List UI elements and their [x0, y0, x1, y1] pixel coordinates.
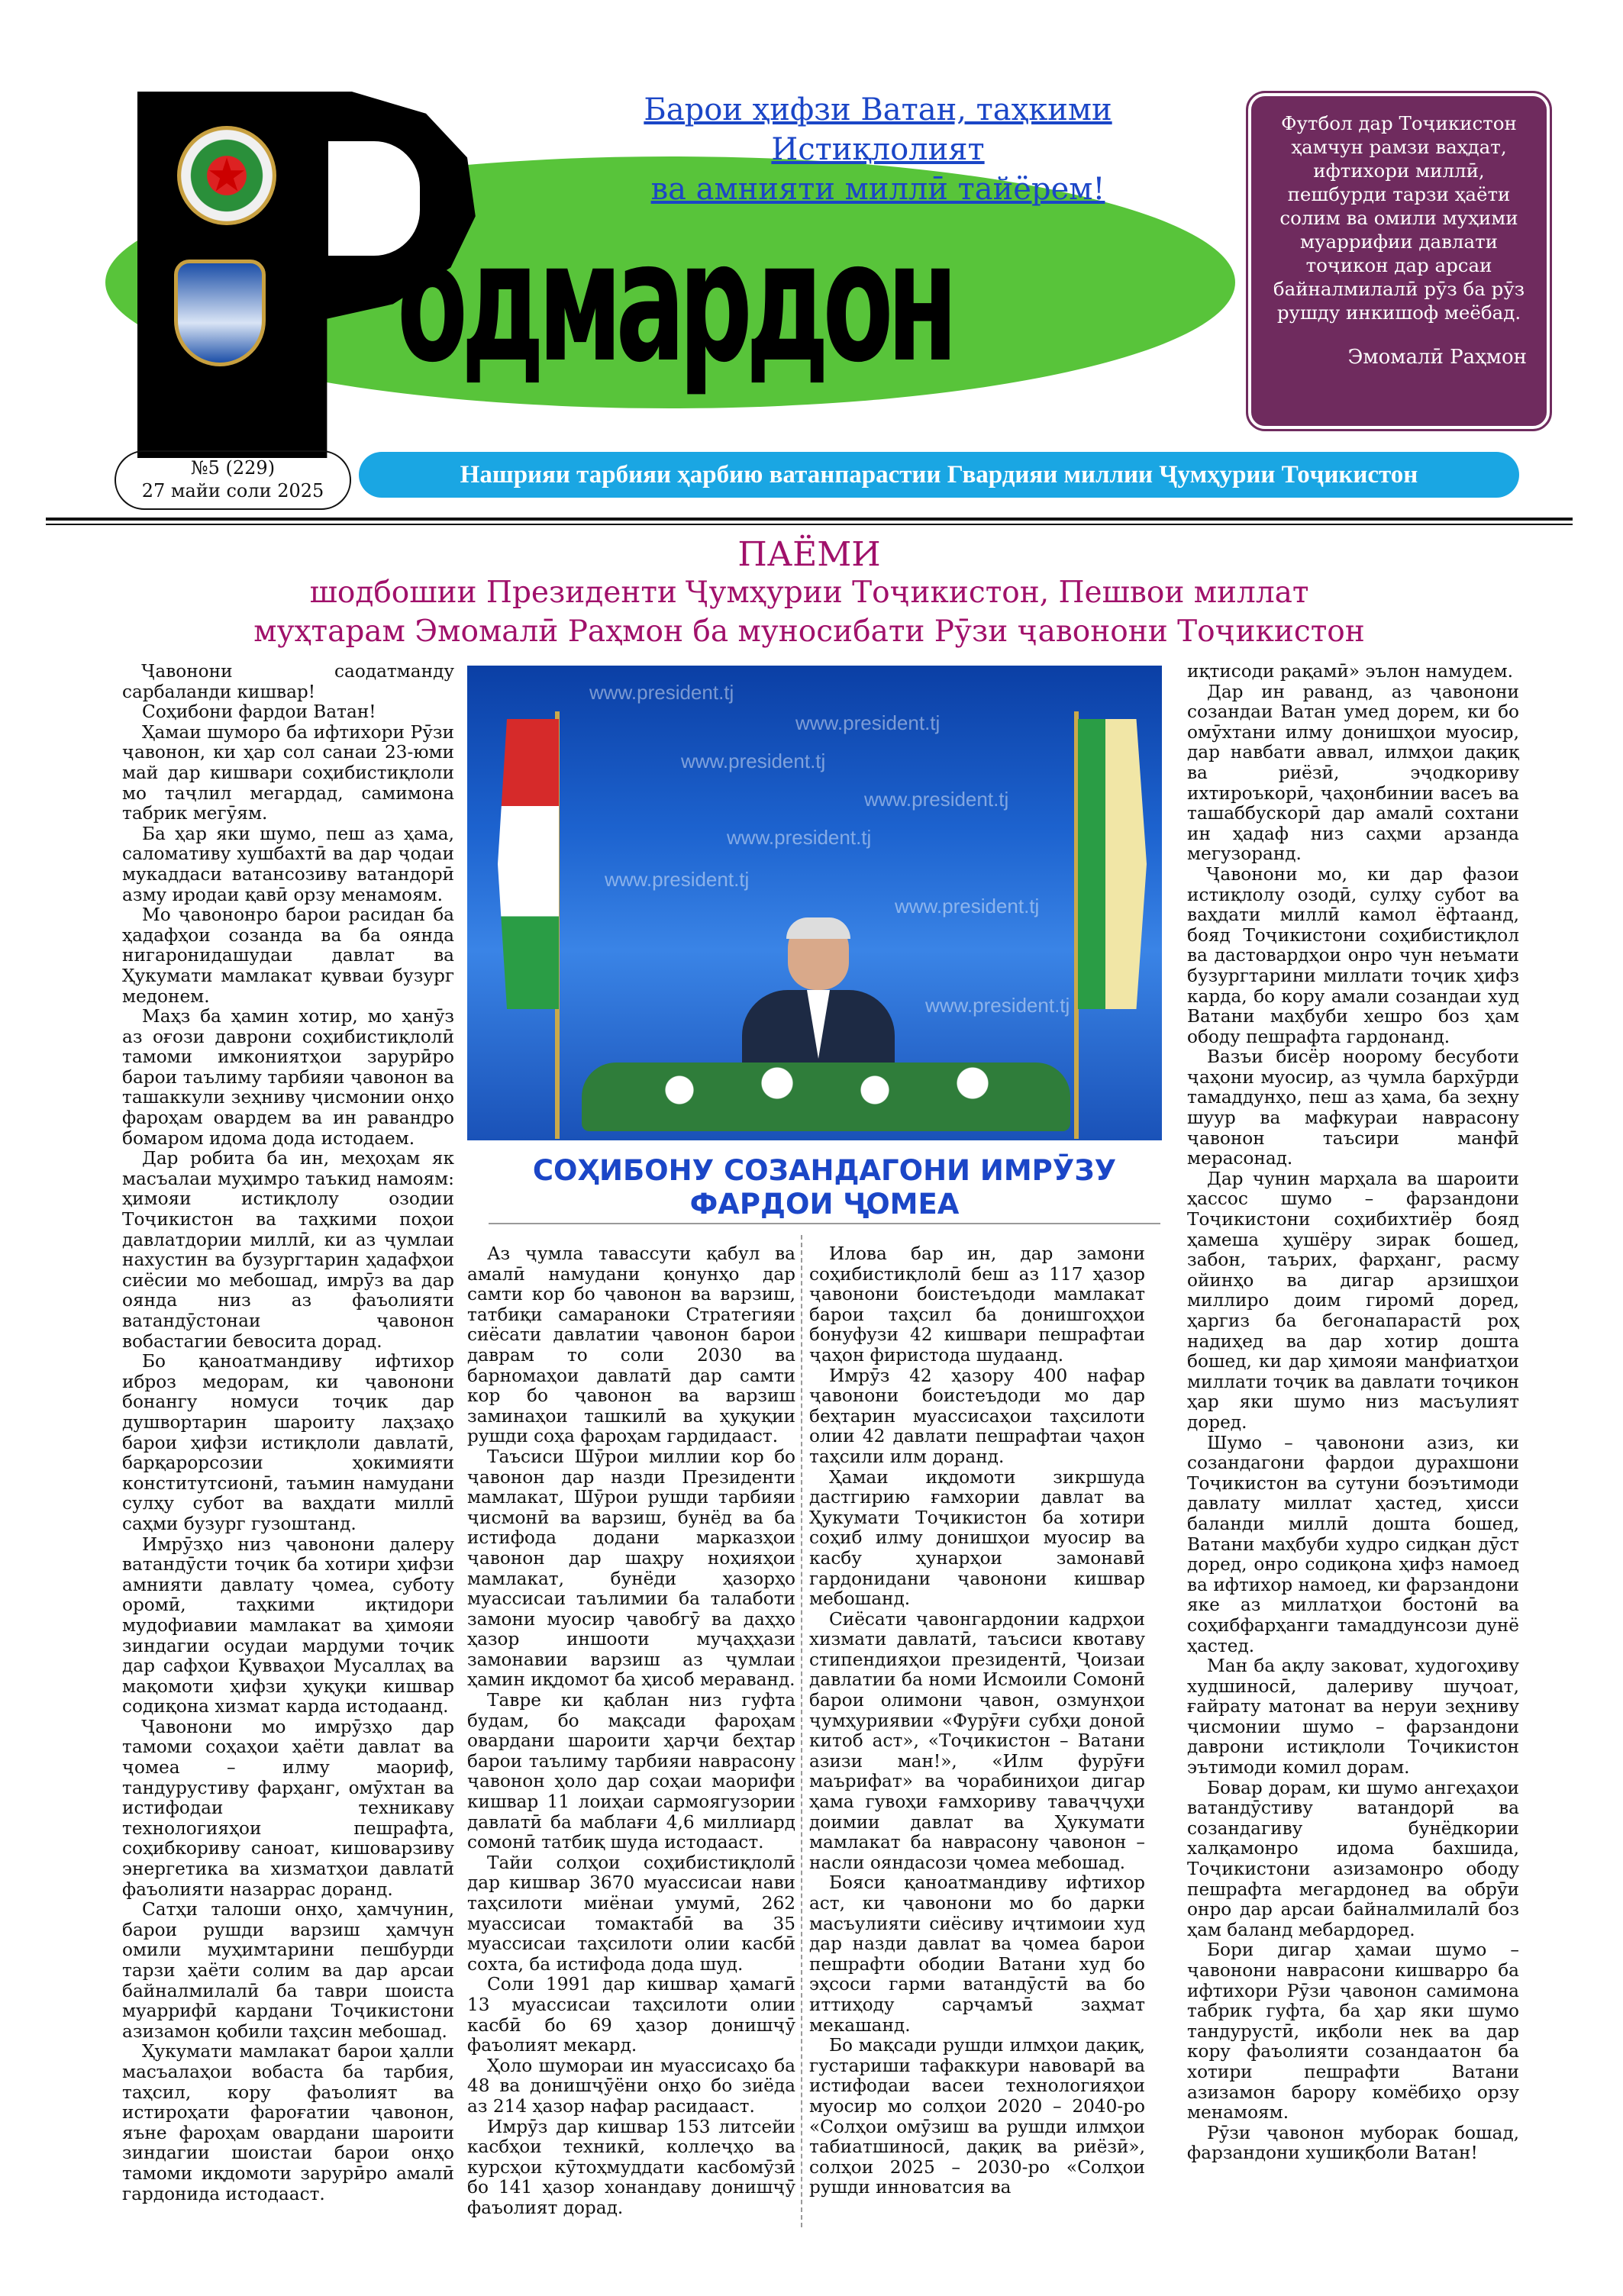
photo-watermark: www.president.tj — [589, 681, 734, 704]
article-column-3 — [809, 1244, 1145, 2229]
presidential-standard-icon — [1078, 719, 1147, 1009]
logo-wordmark: одмардон — [397, 206, 952, 399]
headline-title: ПАЁМИ — [737, 535, 881, 574]
paragraph: Тавре ки қаблан низ гуфта будам, бо мақсади фароҳам овардани шароити ҳарҷи беҳтар барои таълиму тарбияи наврасону ҷавонон ҳоло дар соҳаи маорифи кишвар 11 лоиҳаи сармоягузории давлатӣ ба маблағи 4,6 миллиард сомонӣ татбиқ шуда истодааст. — [467, 1690, 795, 1853]
paragraph: Шумо – ҷавонони азиз, ки созандагони фардои дурахшони Тоҷикистон ва сутуни боэътимоди давлату миллат ҳастед, ҳисси баланди миллӣ дошта бошед, Ватани маҳбуби худро сидқан дӯст доред, онро содиқона ҳифз намоед ва ифтихор намоед, ки фарзандони яке аз миллатҳои бостонӣ ва соҳибфарҳанги тамаддунсози дунё ҳастед. — [1187, 1432, 1519, 1656]
paragraph: Соҳибони фардои Ватан! — [142, 701, 376, 723]
paragraph: Ба ҳар яки шумо, пеш аз ҳама, саломативу хушбахтӣ ва дар ҷодаи мукаддаси ватансозиву ватандорӣ азму иродаи қавӣ орзу менамоям. — [122, 823, 454, 905]
paragraph: Ҳамаи иқдомоти зикршуда дастгирию ғамхории давлат ва Ҳукумати Тоҷикистон ба хотири соҳиб илму донишҳои муосир ва касбу ҳунарҳои замонавӣ гардонидани ҷавонони кишвар мебошанд. — [809, 1466, 1145, 1610]
president-quote-box — [1248, 93, 1550, 429]
motto-line-2: ва амнияти миллӣ тайёрем! — [650, 172, 1105, 207]
article-column-2 — [467, 1244, 795, 2229]
subheading-rule — [489, 1223, 1160, 1224]
photo-watermark: www.president.tj — [605, 868, 750, 891]
paragraph: Ман ба ақлу заковат, худогоҳиву худшиносӣ, далериву шуҷоат, ғайрату матонат ва неруи зеҳниву ҷисмонии шумо – фарзандони даврони истиқлоли Тоҷикистон эътимоди комил дорам. — [1187, 1656, 1519, 1778]
paragraph: Дар чунин марҳала ва шароити ҳассос шумо – фарзандони Тоҷикистони соҳибихтиёр бояд ҳамеша ҳушёру зирак бошед, забон, таърих, фарҳанг, расму ойинҳо ва дигар арзишҳои миллиро доим гиромӣ доред, ҳаргиз ба бегонапарастӣ роҳ надиҳед ва дар хотир дошта бошед, ки дар ҳимояи манфиатҳои миллати тоҷик ва давлати тоҷикон ҳар яки шумо низ масъулият доред. — [1187, 1168, 1519, 1433]
headline-line-3: муҳтарам Эмомалӣ Раҳмон ба муносибати Рӯзи ҷавонони Тоҷикистон — [253, 614, 1365, 649]
header-rule-thin — [46, 524, 1573, 525]
photo-watermark: www.president.tj — [925, 994, 1070, 1017]
paragraph: Бовар дорам, ки шумо ангеҳаҳои ватандӯстиву ватандорӣ ва созандагиву бунёдкории халқамонро идома бахшида, Тоҷикистони азизамонро ободу пешрафта мегардонед ва обрӯи онро дар арсаи байналмилалӣ боз ҳам баланд мебардоред. — [1187, 1777, 1519, 1940]
paragraph: Таъсиси Шӯрои миллии кор бо ҷавонон дар назди Президенти мамлакат, Шӯрои рушди тарбияи ҷисмонӣ ва варзиш, бунёд ва ба истифода додани марказҳои ҷавонон дар шаҳру ноҳияҳои мамлакат, бунёди ҳазорҳо муассисаи таълимии ба талаботи замони муосир ҷавобгӯ ва даҳҳо ҳазор иншооти муҷаҳҳази замонавии варзиш аз ҷумлаи ҳамин иқдомот ба ҳисоб мераванд. — [467, 1446, 795, 1691]
paragraph: Вазъи бисёр ноорому бесуботи ҷаҳони муосир, аз ҷумла бархӯрди тамаддунҳо, пеш аз ҳама, ба зеҳну шуур ва мафкураи наврасону ҷавонон таъсири манфӣ мерасонад. — [1187, 1046, 1519, 1169]
publication-banner: Нашрияи тарбияи ҳарбию ватанпарастии Гвардияи миллии Ҷумҳурии Тоҷикистон — [359, 452, 1519, 498]
paragraph: Сатҳи талоши онҳо, ҳамчунин, барои рушди варзиш ҳамчун омили муҳимтарини пешбурди тарзи ҳаёти солим ва дар арсаи байналмилалӣ ба таври шоиста муаррифӣ кардани Тоҷикистони азизамон қобили таҳсин мебошад. — [122, 1899, 454, 2042]
paragraph: Аз ҷумла тавассути қабул ва амалӣ намудани қонунҳо дар самти кор бо ҷавонон ва варзиш, татбиқи самараноки Стратегияи сиёсати давлатии ҷавонон барои даврам то соли 2030 ва барномаҳои давлатӣ дар самти кор бо ҷавонон ва варзиш заминаҳои ташкилӣ ва ҳуқуқии рушди соҳа фароҳам гардидааст. — [467, 1244, 795, 1447]
motto-line-1: Барои ҳифзи Ватан, таҳкими Истиқлолият — [644, 92, 1112, 167]
flower-arrangement — [582, 1063, 1070, 1131]
section-subheading — [489, 1154, 1160, 1221]
paragraph: Имрӯз дар кишвар 153 литсейи касбҳои техникӣ, коллеҷҳо ва курсҳои кӯтоҳмуддати касбомӯзӣ бо 141 ҳазор хонандаву донишҷӯ фаъолият дорад. — [467, 2116, 795, 2218]
headline-line-2: шодбошии Президенти Ҷумҳурии Тоҷикистон, Пешвои миллат — [309, 576, 1309, 610]
paragraph: Ҳамаи шуморо ба ифтихори Рӯзи ҷавонон, ки ҳар сол санаи 23-юми май дар кишвари соҳибистиқлоли мо таҷлил мегардад, самимона табрик мегӯям. — [122, 721, 454, 824]
quote-author: Эмомалӣ Раҳмон — [1347, 346, 1527, 369]
paragraph: Маҳз ба ҳамин хотир, мо ҳанӯз аз оғози даврони соҳибистиқлолӣ тамоми имкониятҳои зарурӣро барои таълиму тарбияи ҷавонон ва ташаккули зеҳниву ҷисмонии онҳо фароҳам овардем ва ин равандро бомаром идома дода истодаем. — [122, 1006, 454, 1149]
paragraph: Ҷавонони саодатманду сарбаланди кишвар! — [122, 662, 454, 702]
paragraph: Бояси қаноатмандиву ифтихор аст, ки ҷавонони мо бо дарки масъулияти сиёсиву иҷтимоии худ дар назди давлат ва ҷомеа барои пешрафти ободии Ватани худ бо эҳсоси гарми ватандӯстӣ ва бо иттиҳоду сарҷамъӣ заҳмат мекашанд. — [809, 1872, 1145, 2036]
quote-text: Футбол дар Тоҷикистон ҳамчун рамзи ваҳдат, ифтихори миллӣ, пешбурди тарзи ҳаёти солим ва омили муҳими муаррифии давлати тоҷикон дар арсаи байналмилалӣ рӯз ба рӯз рушду инкишоф меёбад. — [1273, 112, 1525, 324]
issue-badge — [115, 450, 351, 510]
president-photo — [467, 666, 1162, 1140]
paragraph: Ҳукумати мамлакат барои ҳалли масъалаҳои вобаста ба тарбия, таҳсил, кору фаъолият ва истироҳати фароғатии ҷавонон, яъне фароҳам овардани шароити зиндагии шоистаи барои онҳо тамоми иқдомоти зарурӣро амалӣ гардонида истодааст. — [122, 2041, 454, 2204]
paragraph: Ҳоло шумораи ин муассисаҳо ба 48 ва донишҷӯёни онҳо бо зиёда аз 214 ҳазор нафар расидааст. — [467, 2055, 795, 2117]
photo-watermark: www.president.tj — [864, 788, 1009, 811]
article-column-4 — [1187, 662, 1519, 2227]
photo-watermark: www.president.tj — [795, 711, 941, 734]
paragraph: Мо ҷавононро барои расидан ба ҳадафҳои созанда ва ба оянда нигаронидашудаи давлат ва Ҳукумати мамлакат қувваи бузург медонем. — [122, 905, 454, 1007]
paragraph: Соли 1991 дар кишвар ҳамагӣ 13 муассисаи таҳсилоти олии касбӣ бо 69 ҳазор донишҷӯ фаъолият мекард. — [467, 1974, 795, 2056]
issue-number: №5 (229) — [190, 457, 276, 479]
header-rule — [46, 518, 1573, 521]
paragraph: Ҷавонони мо имрӯзҳо дар тамоми соҳаҳои ҳаёти давлат ва ҷомеа – илму маориф, тандурустиву фарҳанг, омӯхтан ва истифодаи техникаву технологияҳои пешрафта, соҳибкориву саноат, кишоварзиву энергетика ва хизматҳои давлатӣ фаъолияти назаррас доранд. — [122, 1716, 454, 1900]
subheading-line-2: ФАРДОИ ҶОМЕА — [689, 1188, 960, 1221]
paragraph: Дар робита ба ин, меҳоҳам як масъалаи муҳимро таъкид намоям: ҳимояи истиқлолу озодии Тоҷикистон ва таҳкими поҳои давлатдории миллӣ, ки аз ҷумлаи нахустин ва бузургтарин ҳадафҳои сиёсии мо мебошад, имрӯз ва дар оянда низ аз фаъолияти ватандӯстонаи ҷавонон вобастагии бевосита дорад. — [122, 1148, 454, 1352]
motto — [534, 90, 1221, 209]
paragraph: Бо мақсади рушди илмҳои дақиқ, густариши тафаккури навоварӣ ва истифодаи васеи технологияҳои муосир мо солҳои 2020 – 2040-ро «Солҳои омӯзиш ва рушди илмҳои табиатшиносӣ, дақиқ ва риёзӣ», солҳои 2025 – 2030-ро «Солҳои рушди инноватсия ва — [809, 2035, 1145, 2198]
paragraph: Дар ин раванд, аз ҷавонони созандаи Ватан умед дорем, ки бо омӯхтани илму донишҳои муосир, дар навбати аввал, илмҳои дақиқ ва риёзӣ, эҷодкориву ихтироъкорӣ, ҷаҳонбинии васеъ ва ташаббускорӣ дар амалӣ сохтани ин ҳадаф низ саҳми арзанда мегузоранд. — [1187, 681, 1519, 865]
tajik-flag-icon — [498, 719, 559, 1009]
column-separator — [801, 1235, 802, 2227]
paragraph: Рӯзи ҷавонон муборак бошад, фарзандони хушиқболи Ватан! — [1187, 2122, 1519, 2164]
photo-watermark: www.president.tj — [895, 895, 1040, 917]
photo-watermark: www.president.tj — [681, 750, 826, 772]
issue-date: 27 майи соли 2025 — [141, 480, 324, 501]
paragraph: Бо қаноатмандиву ифтихор иброз медорам, ки ҷавонони бонангу номуси тоҷик дар душвортарин шароиту лаҳзаҳо барои ҳифзи истиқлоли давлатӣ, барқарорсозии ҳокимияти конститутсионӣ, таъмин намудани сулҳу субот ва ваҳдати миллӣ саҳми бузург гузоштанд. — [122, 1351, 454, 1534]
shield-emblem-icon — [174, 260, 266, 366]
paragraph: Ҷавонони мо, ки дар фазои истиқлолу озодӣ, сулҳу субот ва ваҳдати миллӣ камол ёфтаанд, бояд Тоҷикистони соҳибистиқлол ва дастовардҳои онро чун неъмати бузургтарини миллати тоҷик ҳифз карда, бо кору амали созандаи худ Ватани маҳбуби хешро боз ҳам ободу пешрафта гардонанд. — [1187, 863, 1519, 1047]
national-guard-emblem-icon: ★ — [177, 126, 276, 225]
paragraph: Бори дигар ҳамаи шумо – ҷавонони наврасони кишварро ба ифтихори Рӯзи ҷавонон самимона табрик гуфта, ба ҳар яки шумо тандурустӣ, иқболи нек ва дар кору фаъолияти созандаатон ба хотири пешрафти Ватани азизамон барору комёбиҳо орзу менамоям. — [1187, 1940, 1519, 2123]
paragraph: иқтисоди рақамӣ» эълон намудем. — [1187, 662, 1514, 682]
paragraph: Имрӯз 42 ҳазору 400 нафар ҷавонони боистеъдоди мо дар беҳтарин муассисаҳои таҳсилоти олии 42 давлати пешрафтаи ҷаҳон таҳсили илм доранд. — [809, 1365, 1145, 1467]
paragraph: Тайи солҳои соҳибистиқлолӣ дар кишвар 3670 муассисаи нави таҳсилоти миёнаи умумӣ, 262 муассисаи томактабӣ ва 35 муассисаи таҳсилоти олии касбӣ сохта, ба истифода дода шуд. — [467, 1852, 795, 1975]
subheading-line-1: СОҲИБОНУ СОЗАНДАГОНИ ИМРӮЗУ — [532, 1154, 1117, 1187]
photo-watermark: www.president.tj — [727, 826, 872, 849]
article-column-1 — [122, 662, 454, 2227]
paragraph: Имрӯзҳо низ ҷавонони далеру ватандӯсти тоҷик ба хотири ҳифзи амнияти давлату ҷомеа, суботу оромӣ, таҳкими иқтидори мудофиавии мамлакат ва ҳимояи зиндагии осудаи мардуми тоҷик дар сафҳои Қувваҳои Мусаллаҳ ва мақомоти ҳифзи ҳуқуқи кишвар содиқона хизмат карда истодаанд. — [122, 1533, 454, 1717]
paragraph: Сиёсати ҷавонгардонии кадрҳои хизмати давлатӣ, таъсиси квотаву стипендияҳои президентӣ, Ҷоизаи давлатии ба номи Исмоили Сомонӣ барои олимони ҷавон, озмунҳои ҷумҳуриявии «Фурӯғи субҳи доноӣ китоб аст», «Тоҷикистон – Ватани азизи ман!», «Илм фурӯғи маърифат» ва чорабиниҳои дигар ҳама гувоҳи ғамхориву таваҷҷуҳи доимии давлат ва Ҳукумати мамлакат ба наврасону ҷавонон – насли ояндасози ҷомеа мебошад. — [809, 1608, 1145, 1873]
paragraph: Илова бар ин, дар замони соҳибистиқлолӣ беш аз 117 ҳазор ҷавонони боистеъдоди мамлакат барои таҳсил ба донишгоҳҳои бонуфузи 42 кишвари пешрафтаи ҷаҳон фиристода шудаанд. — [809, 1244, 1145, 1366]
